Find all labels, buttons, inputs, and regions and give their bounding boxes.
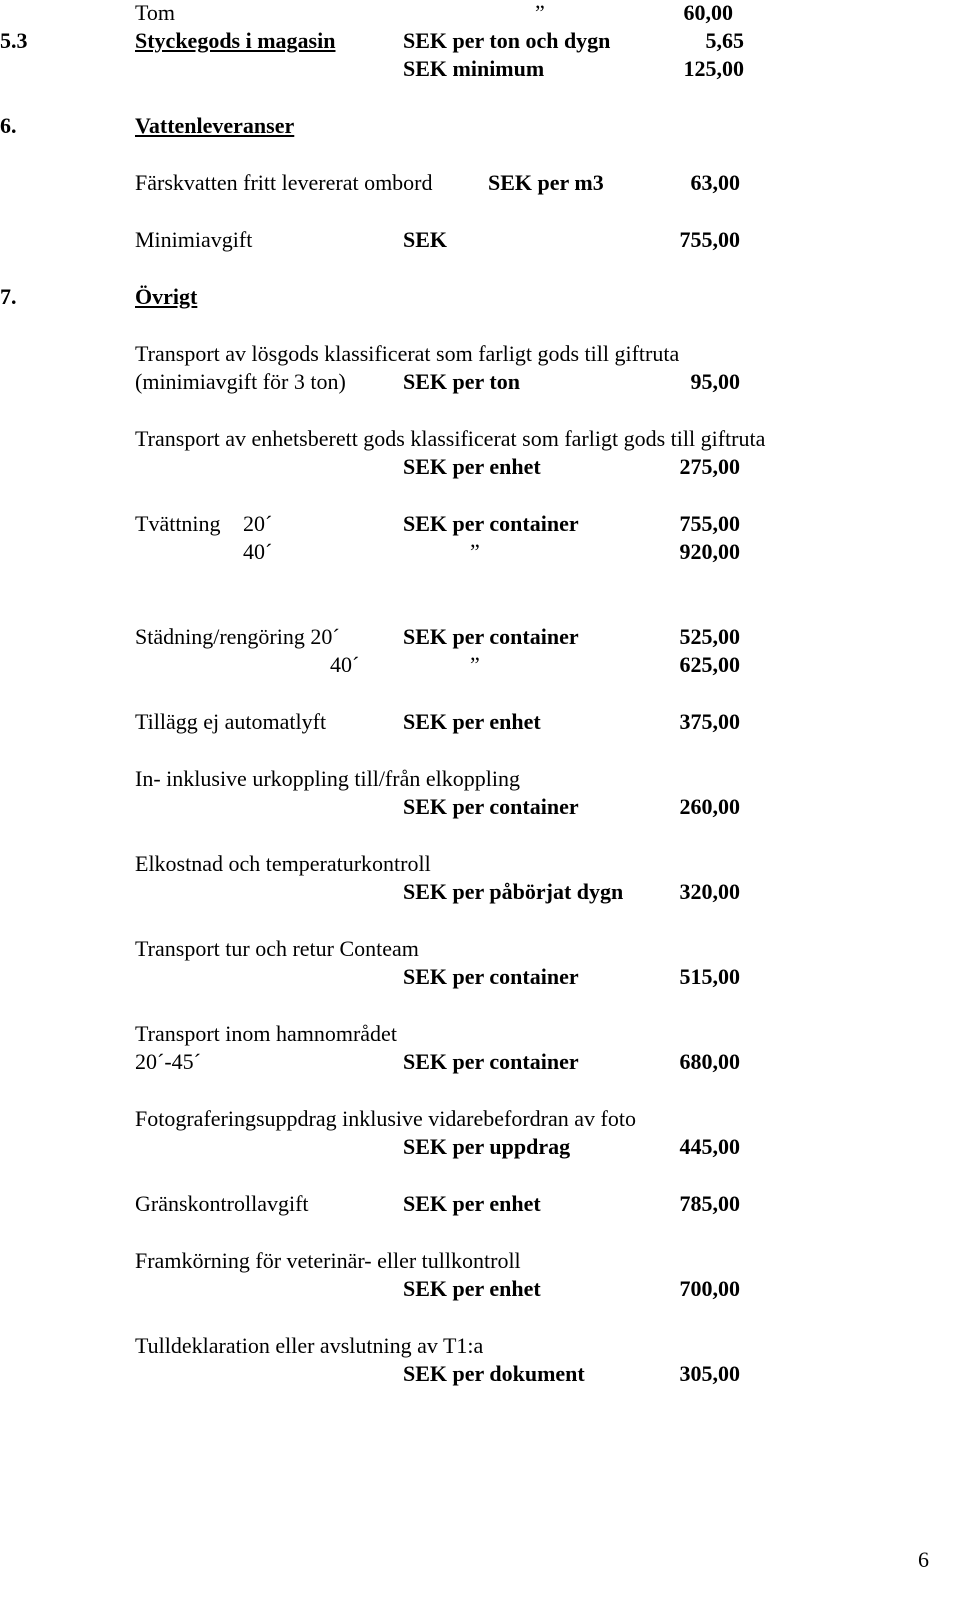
section-5-3-min-unit: SEK minimum xyxy=(403,56,545,81)
losgods-label: (minimiavgift för 3 ton) xyxy=(135,369,346,394)
tull-description: Tulldeklaration eller avslutning av T1:a xyxy=(135,1333,484,1358)
fresh-water-label: Färskvatten fritt levererat ombord xyxy=(135,170,433,195)
inkl-amount: 260,00 xyxy=(679,794,740,819)
section-5-3-number: 5.3 xyxy=(0,28,28,53)
foto-description: Fotograferingsuppdrag inklusive vidarebefordran av foto xyxy=(135,1106,636,1131)
framk-unit: SEK per enhet xyxy=(403,1276,541,1301)
conteam-description: Transport tur och retur Conteam xyxy=(135,936,419,961)
tillagg-unit: SEK per enhet xyxy=(403,709,541,734)
min-fee-unit: SEK xyxy=(403,227,448,252)
framk-amount: 700,00 xyxy=(679,1276,740,1301)
tvatt-20-amount: 755,00 xyxy=(679,511,740,536)
losgods-amount: 95,00 xyxy=(690,369,740,394)
section-6-number: 6. xyxy=(0,113,17,138)
tom-label: Tom xyxy=(135,0,176,25)
foto-amount: 445,00 xyxy=(679,1134,740,1159)
fresh-water-amount: 63,00 xyxy=(690,170,740,195)
tvatt-label: Tvättning xyxy=(135,511,221,536)
tvatt-40-ditto: ” xyxy=(470,539,480,564)
section-5-3-unit: SEK per ton och dygn xyxy=(403,28,611,53)
tillagg-label: Tillägg ej automatlyft xyxy=(135,709,327,734)
conteam-unit: SEK per container xyxy=(403,964,579,989)
enhets-amount: 275,00 xyxy=(679,454,740,479)
min-fee-amount: 755,00 xyxy=(679,227,740,252)
losgods-description: Transport av lösgods klassificerat som farligt gods till giftruta xyxy=(135,341,680,366)
tull-unit: SEK per dokument xyxy=(403,1361,585,1386)
grans-amount: 785,00 xyxy=(679,1191,740,1216)
tom-amount: 60,00 xyxy=(683,0,733,25)
stad-20-label: Städning/rengöring 20´ xyxy=(135,624,340,649)
enhets-description: Transport av enhetsberett gods klassificerat som farligt gods till giftruta xyxy=(135,426,766,451)
losgods-unit: SEK per ton xyxy=(403,369,520,394)
section-7-title: Övrigt xyxy=(135,284,198,309)
tvatt-40-amount: 920,00 xyxy=(679,539,740,564)
conteam-amount: 515,00 xyxy=(679,964,740,989)
tillagg-amount: 375,00 xyxy=(679,709,740,734)
tull-amount: 305,00 xyxy=(679,1361,740,1386)
inkl-description: In- inklusive urkoppling till/från elkoppling xyxy=(135,766,520,791)
stad-40-amount: 625,00 xyxy=(679,652,740,677)
stad-20-unit: SEK per container xyxy=(403,624,579,649)
enhets-unit: SEK per enhet xyxy=(403,454,541,479)
section-5-3-title: Styckegods i magasin xyxy=(135,28,336,53)
section-5-3-min-amount: 125,00 xyxy=(683,56,744,81)
hamn-unit: SEK per container xyxy=(403,1049,579,1074)
tvatt-40-size: 40´ xyxy=(243,539,273,564)
hamn-size: 20´-45´ xyxy=(135,1049,201,1074)
tom-ditto: ” xyxy=(535,0,545,25)
tvatt-20-size: 20´ xyxy=(243,511,273,536)
elkost-description: Elkostnad och temperaturkontroll xyxy=(135,851,431,876)
page-number: 6 xyxy=(918,1547,929,1572)
elkost-amount: 320,00 xyxy=(679,879,740,904)
inkl-unit: SEK per container xyxy=(403,794,579,819)
hamn-amount: 680,00 xyxy=(679,1049,740,1074)
section-5-3-amount: 5,65 xyxy=(705,28,744,53)
section-7-number: 7. xyxy=(0,284,17,309)
framk-description: Framkörning för veterinär- eller tullkontroll xyxy=(135,1248,521,1273)
elkost-unit: SEK per påbörjat dygn xyxy=(403,879,624,904)
foto-unit: SEK per uppdrag xyxy=(403,1134,571,1159)
hamn-description: Transport inom hamnområdet xyxy=(135,1021,397,1046)
fresh-water-unit: SEK per m3 xyxy=(488,170,604,195)
section-6-title: Vattenleveranser xyxy=(135,113,295,138)
stad-40-size: 40´ xyxy=(330,652,360,677)
stad-40-ditto: ” xyxy=(470,652,480,677)
tvatt-20-unit: SEK per container xyxy=(403,511,579,536)
grans-label: Gränskontrollavgift xyxy=(135,1191,309,1216)
stad-20-amount: 525,00 xyxy=(679,624,740,649)
grans-unit: SEK per enhet xyxy=(403,1191,541,1216)
min-fee-label: Minimiavgift xyxy=(135,227,253,252)
